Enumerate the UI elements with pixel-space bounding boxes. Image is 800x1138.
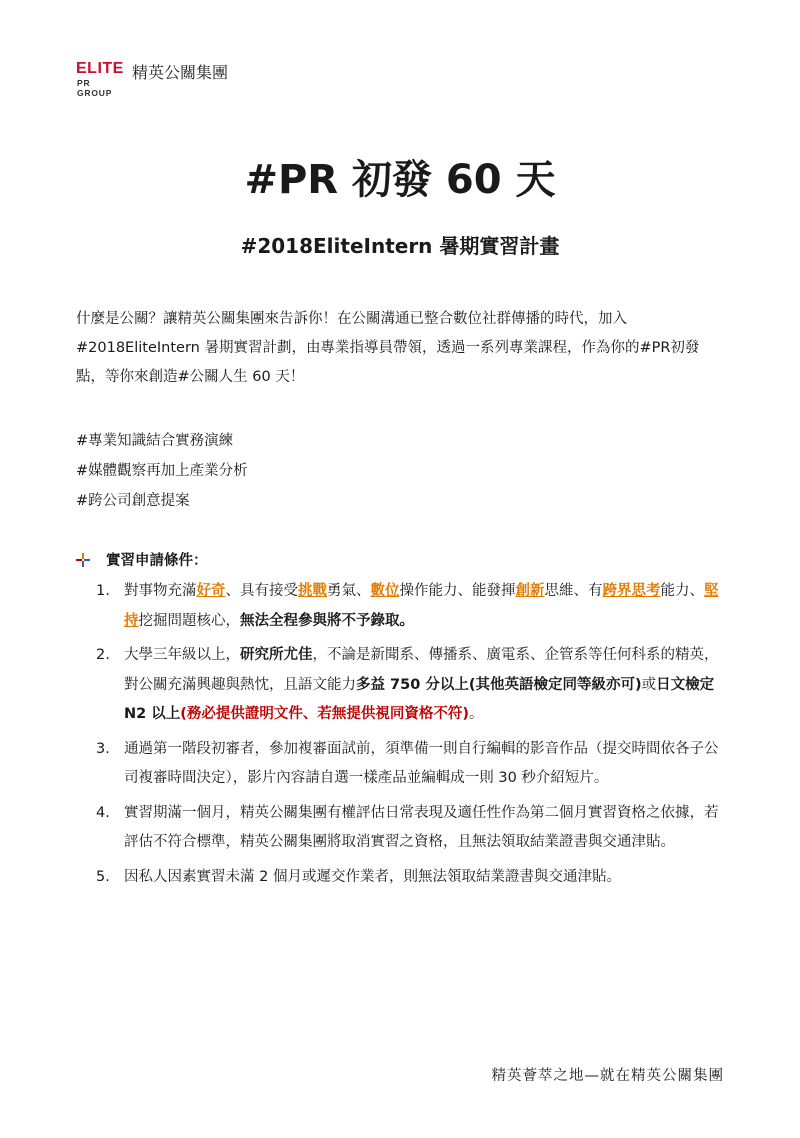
requirement-number: 5. [96, 868, 110, 885]
text-segment: 勇氣、 [327, 583, 371, 599]
text-segment: 能力、 [660, 583, 704, 599]
text-segment: 思維、有 [544, 583, 603, 599]
bold-text: 研究所尤佳 [240, 647, 313, 663]
text-segment: 。 [469, 706, 484, 722]
requirement-text [124, 805, 719, 851]
requirement-number: 4. [96, 804, 110, 821]
requirements-heading-label: 實習申請條件： [106, 553, 208, 569]
hashtag-item: #跨公司創意提案 [76, 493, 190, 509]
requirements-list [96, 577, 728, 897]
hashtag-list [76, 426, 248, 516]
text-segment: 操作能力、能發揮 [399, 583, 516, 599]
highlight-keyword: 數位 [370, 583, 400, 599]
requirement-text [124, 869, 621, 885]
highlight-keyword: 跨界思考 [602, 583, 661, 599]
logo-brand: ELITE [76, 60, 124, 77]
highlight-keyword: 堅持 [124, 583, 719, 629]
requirement-item [96, 863, 728, 893]
bold-text: 日文檢定 N2 以上 [124, 676, 715, 722]
requirement-item [96, 641, 728, 730]
warning-text: (務必提供證明文件、若無提供視同資格不符) [180, 706, 470, 722]
requirements-heading [76, 549, 208, 570]
page-subtitle: #2018EliteIntern 暑期實習計畫 [240, 234, 560, 258]
requirement-number: 3. [96, 740, 110, 757]
text-segment: 挖掘問題核心， [138, 612, 240, 629]
requirement-text [124, 741, 719, 787]
text-segment: 通過第一階段初審者，參加複審面試前，須準備一則自行編輯的影音作品（提交時間依各子公司複審時間決定），影片內容請自選一樣產品並編輯成一則 30 秒介紹短片。 [124, 740, 719, 786]
text-segment: ，不論是新聞系、傳播系、廣電系、企管系等任何科系的精英，對公關充滿興趣與熱忱，且語文能力 [124, 647, 719, 693]
requirement-number: 2. [96, 647, 110, 663]
text-segment: 或 [641, 676, 657, 693]
hashtag-item: #專業知識結合實務演練 [76, 433, 234, 449]
highlight-keyword: 好奇 [196, 583, 226, 599]
text-segment: 對事物充滿 [124, 583, 197, 599]
page-title: #PR 初發 60 天 [244, 157, 556, 203]
text-segment: 大學三年級以上， [124, 647, 240, 663]
footer-slogan: 精英薈萃之地—就在精英公關集團 [491, 1068, 724, 1084]
requirement-number: 1. [96, 583, 110, 599]
highlight-keyword: 挑戰 [298, 583, 327, 599]
text-segment: 、具有接受 [225, 583, 298, 599]
four-point-star-icon [76, 553, 90, 567]
requirement-item [96, 799, 728, 858]
text-segment: 因私人因素實習未滿 2 個月或遲交作業者，則無法領取結業證書與交通津貼。 [124, 868, 621, 885]
logo-sub: PR GROUP [77, 78, 113, 98]
bold-text: 多益 750 分以上(其他英語檢定同等級亦可) [356, 676, 642, 693]
requirement-item [96, 735, 728, 794]
intro-paragraph: 什麼是公關？讓精英公關集團來告訴你！在公關溝通已整合數位社群傳播的時代，加入#2018EliteIntern 暑期實習計劃，由專業指導員帶領，透過一系列專業課程，作為你的#PR初發點，等你來創造#公關人生 60 天！ [76, 311, 700, 385]
logo-chinese-name: 精英公關集團 [132, 63, 229, 82]
bold-text: 無法全程參與將不予錄取。 [240, 612, 414, 629]
requirement-text [124, 583, 719, 629]
requirement-text [124, 647, 719, 722]
text-segment: 實習期滿一個月，精英公關集團有權評估日常表現及適任性作為第二個月實習資格之依據，若評估不符合標準，精英公關集團將取消實習之資格，且無法領取結業證書與交通津貼。 [124, 804, 719, 850]
highlight-keyword: 創新 [515, 583, 545, 599]
requirement-item [96, 577, 728, 636]
hashtag-item: #媒體觀察再加上產業分析 [76, 463, 248, 479]
